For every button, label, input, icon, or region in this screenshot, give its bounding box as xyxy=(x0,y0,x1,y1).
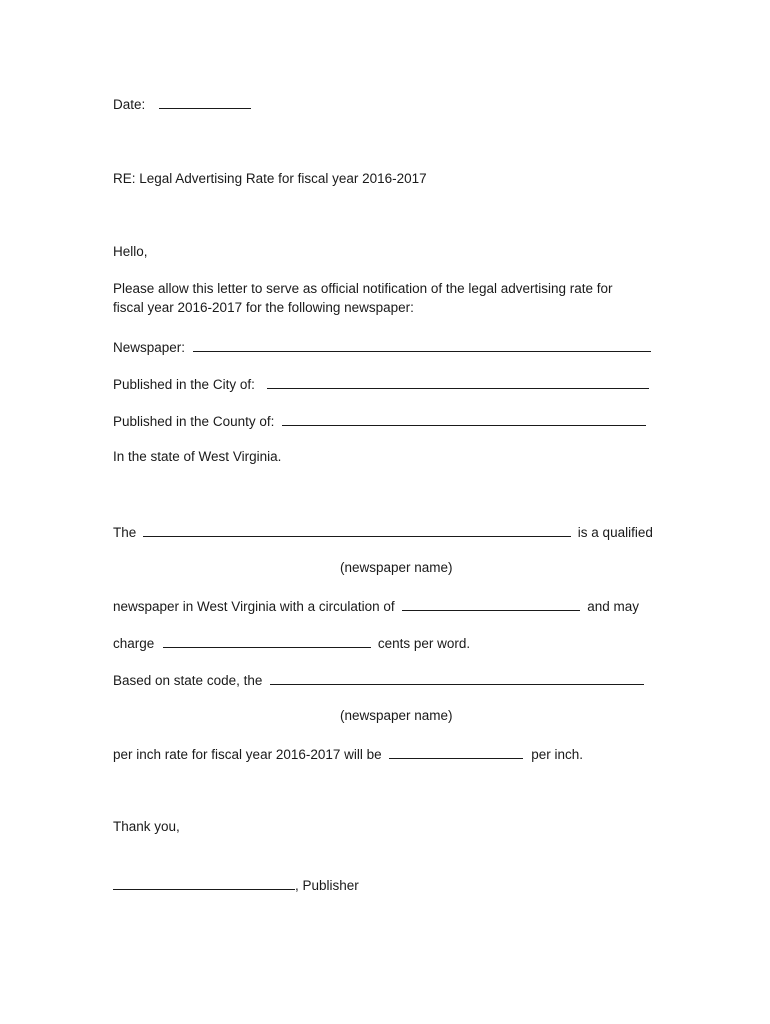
closing: Thank you, xyxy=(113,819,180,834)
the-label: The xyxy=(113,525,137,540)
inch-rate-field[interactable] xyxy=(389,744,523,759)
county-label: Published in the County of: xyxy=(113,414,275,429)
newspaper-line xyxy=(113,337,651,357)
publisher-signature-field[interactable] xyxy=(113,875,295,890)
circulation-field[interactable] xyxy=(402,596,580,611)
intro-paragraph-line-1: Please allow this letter to serve as official notification of the legal advertising rate for xyxy=(113,281,613,296)
date-field[interactable] xyxy=(159,94,251,109)
newspaper-field[interactable] xyxy=(193,337,651,352)
county-line xyxy=(113,411,646,431)
circulation-prefix: newspaper in West Virginia with a circulation of xyxy=(113,599,395,614)
inch-rate-prefix: per inch rate for fiscal year 2016-2017 will be xyxy=(113,747,382,762)
city-field[interactable] xyxy=(267,374,649,389)
newspaper-label: Newspaper: xyxy=(113,340,186,355)
intro-paragraph-line-2: fiscal year 2016-2017 for the following newspaper: xyxy=(113,300,414,315)
date-label: Date: xyxy=(113,97,146,112)
charge-line xyxy=(113,633,470,653)
qualified-label: is a qualified xyxy=(577,525,653,540)
charge-field[interactable] xyxy=(163,633,371,648)
newspaper-name-field-1[interactable] xyxy=(143,522,571,537)
state-code-prefix: Based on state code, the xyxy=(113,673,263,688)
state-line: In the state of West Virginia. xyxy=(113,449,282,464)
county-field[interactable] xyxy=(282,411,646,426)
greeting: Hello, xyxy=(113,244,148,259)
city-label: Published in the City of: xyxy=(113,377,255,392)
qualified-line xyxy=(113,522,653,542)
subject-line: RE: Legal Advertising Rate for fiscal year 2016-2017 xyxy=(113,171,427,186)
publisher-suffix: , Publisher xyxy=(295,878,359,893)
newspaper-name-caption-1: (newspaper name) xyxy=(340,560,453,575)
charge-prefix: charge xyxy=(113,636,155,651)
inch-rate-line xyxy=(113,744,583,764)
charge-suffix: cents per word. xyxy=(377,636,471,651)
inch-rate-suffix: per inch. xyxy=(531,747,583,762)
newspaper-name-field-2[interactable] xyxy=(270,670,644,685)
date-line xyxy=(113,94,251,114)
circulation-line xyxy=(113,596,639,616)
circulation-suffix: and may xyxy=(587,599,639,614)
city-line xyxy=(113,374,649,394)
state-code-line xyxy=(113,670,644,690)
publisher-line xyxy=(113,875,359,895)
newspaper-name-caption-2: (newspaper name) xyxy=(340,708,453,723)
